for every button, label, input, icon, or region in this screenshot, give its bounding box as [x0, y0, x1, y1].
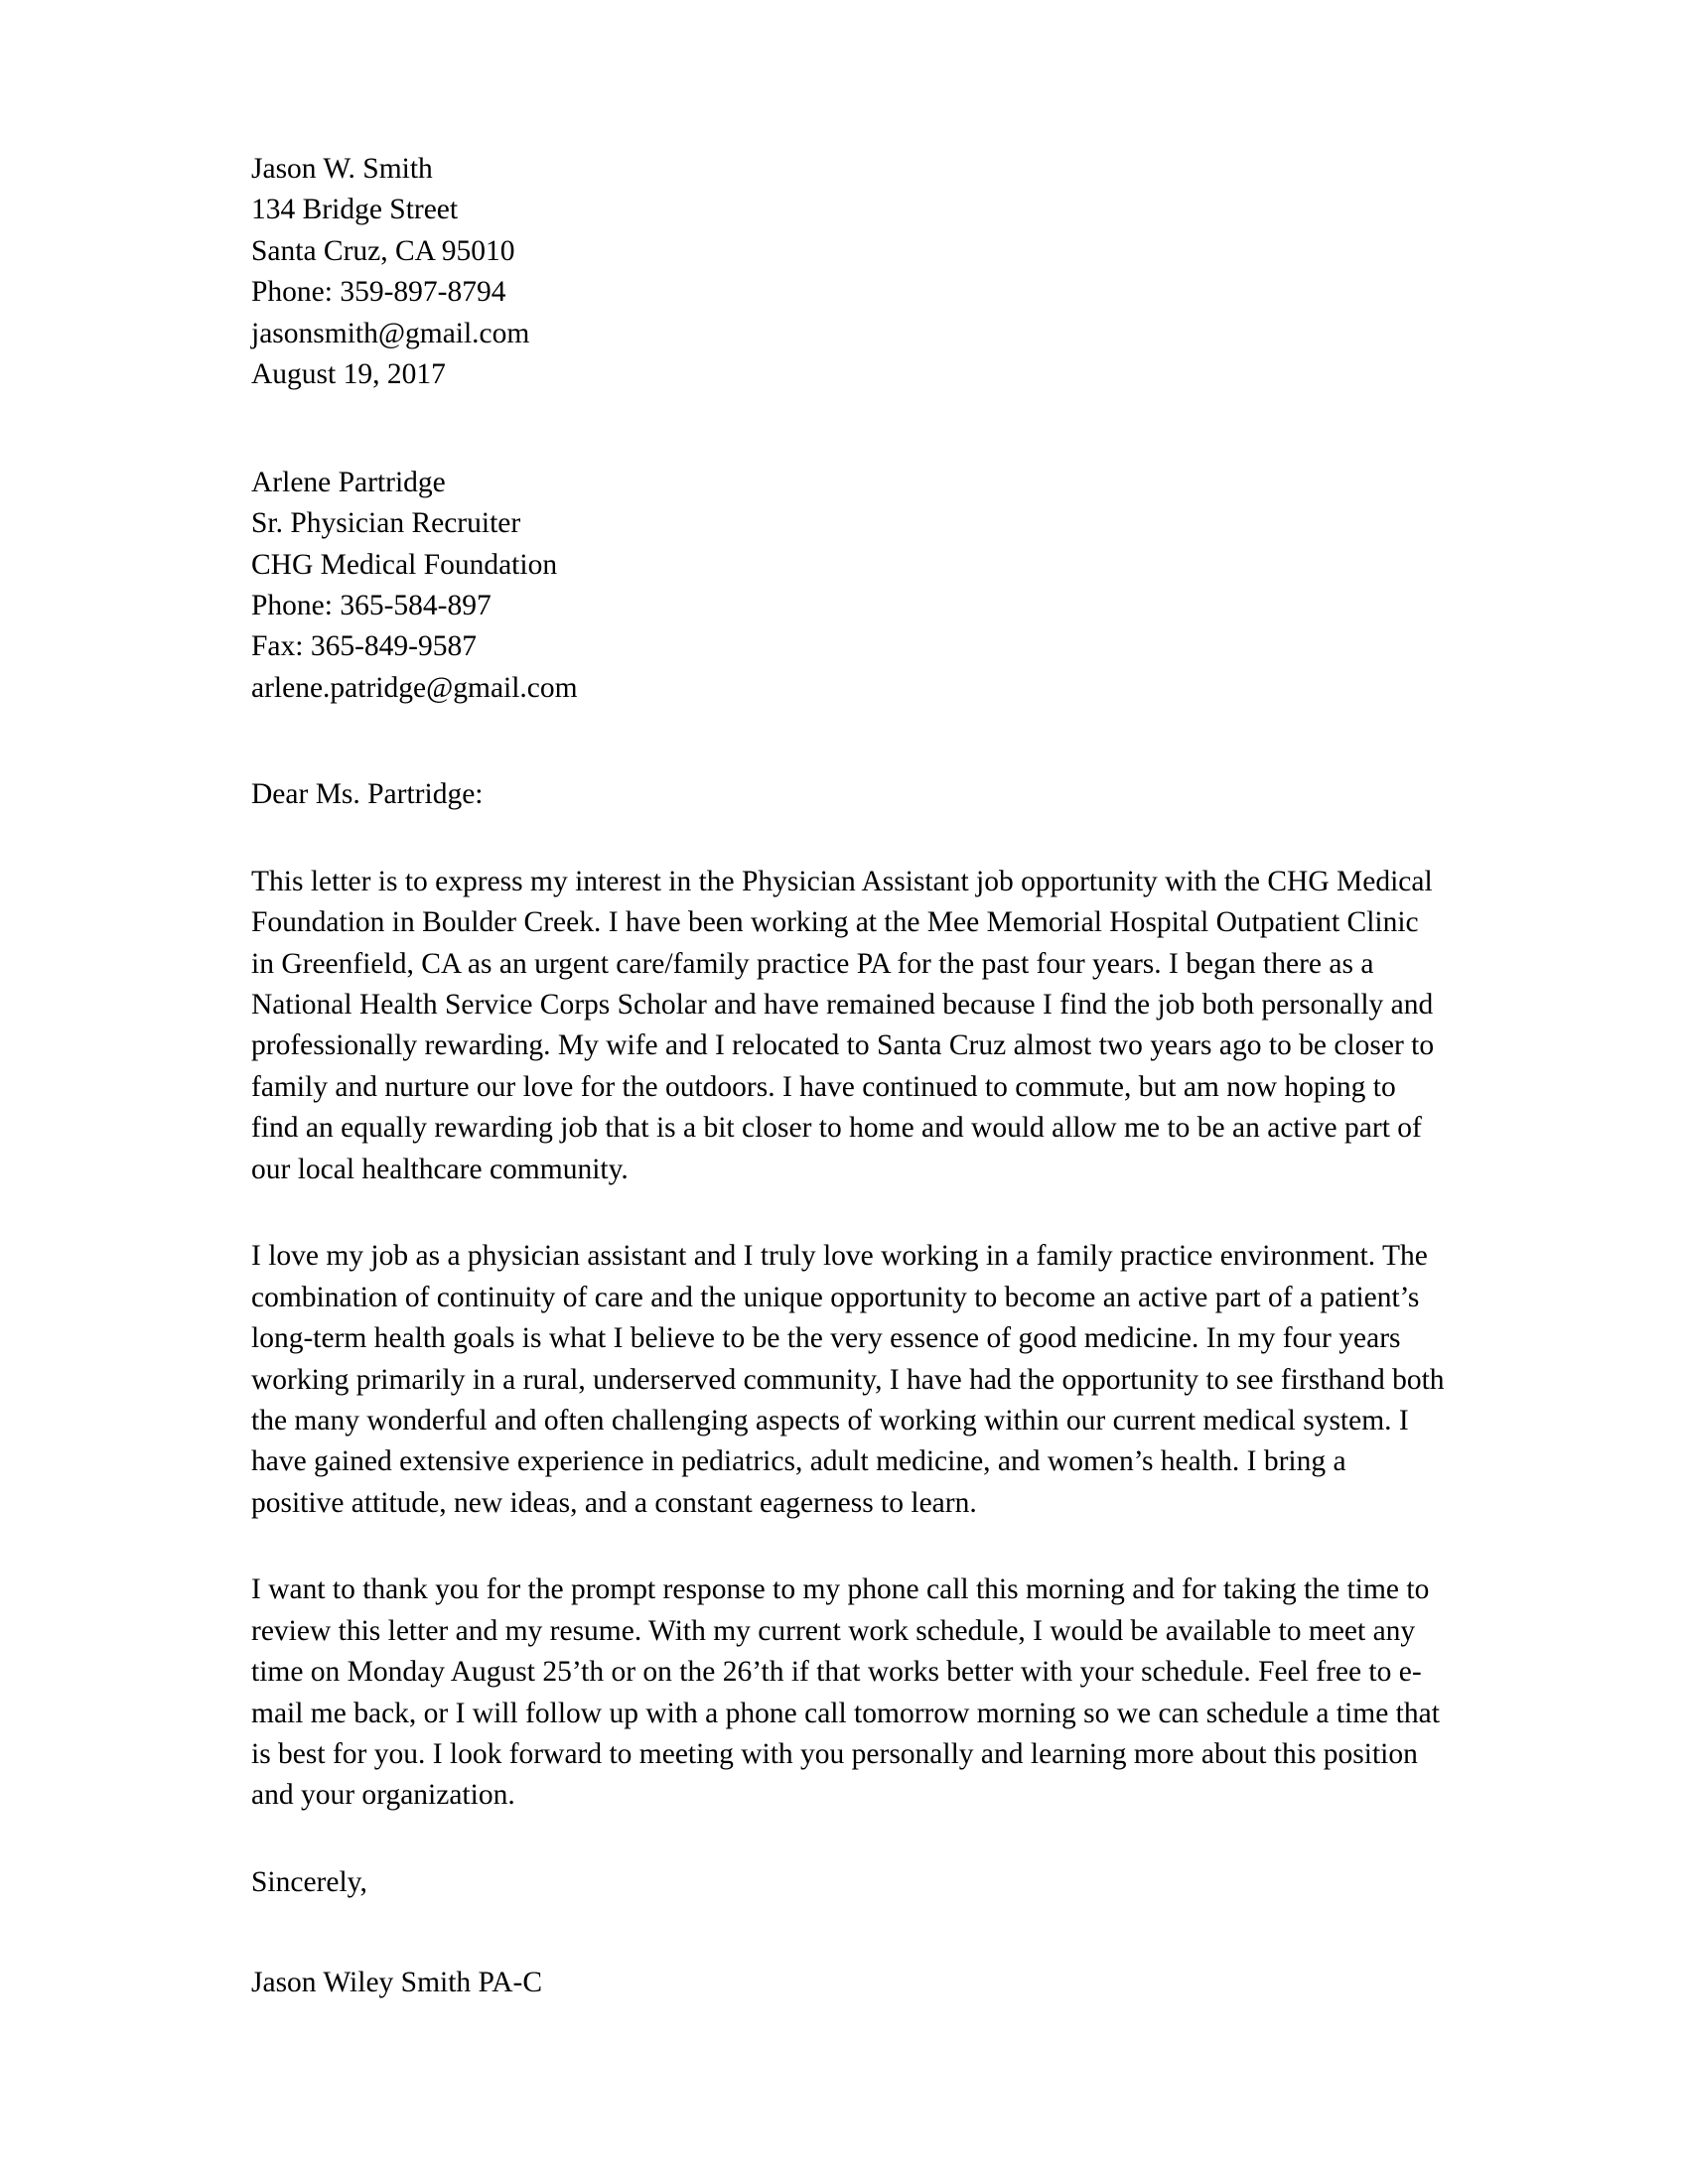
spacer	[251, 709, 1445, 774]
sender-address-block	[251, 149, 1445, 396]
body-paragraph-1: This letter is to express my interest in the Physician Assistant job opportunity with the CHG Medical Foundation in Boulder Creek. I have been working at the Mee Memorial Hospital Outpatient Clinic in Greenfield, CA as an urgent care/family practice PA for the past four years. I began there as a National Health Service Corps Scholar and have remained because I find the job both personally and professionally rewarding. My wife and I relocated to Santa Cruz almost two years ago to be closer to family and nurture our love for the outdoors. I have continued to commute, but am now hoping to find an equally rewarding job that is a bit closer to home and would allow me to be an active part of our local healthcare community.	[251, 865, 1435, 1185]
sender-email: jasonsmith@gmail.com	[251, 317, 530, 349]
sender-phone: Phone: 359-897-8794	[251, 276, 506, 309]
spacer	[251, 816, 1445, 862]
recipient-fax: Fax: 365-849-9587	[251, 630, 477, 663]
sender-name: Jason W. Smith	[251, 153, 433, 185]
recipient-phone: Phone: 365-584-897	[251, 589, 492, 621]
spacer	[251, 1190, 1445, 1236]
recipient-name: Arlene Partridge	[251, 466, 446, 498]
spacer	[251, 396, 1445, 463]
recipient-organization: CHG Medical Foundation	[251, 548, 558, 581]
body-paragraph-3: I want to thank you for the prompt response to my phone call this morning and for taking the time to review this letter and my resume. With my current work schedule, I would be available to meet any time on Monday August 25’th or on the 26’th if that works better with your schedule. Feel free to e-mail me back, or I will follow up with a phone call tomorrow morning so we can schedule a time that is best for you. I look forward to meeting with you personally and learning more about this position and your organization.	[251, 1573, 1440, 1812]
letter-body	[243, 149, 1445, 2004]
signature-name: Jason Wiley Smith PA-C	[251, 1967, 543, 1999]
sender-city-state-zip: Santa Cruz, CA 95010	[251, 234, 515, 267]
sender-street: 134 Bridge Street	[251, 194, 459, 226]
closing-line: Sincerely,	[251, 1865, 367, 1898]
body-paragraph-2: I love my job as a physician assistant and I truly love working in a family practice environment. The combination of continuity of care and the unique opportunity to become an active part of a patient’s long-term health goals is what I believe to be the very essence of good medicine. In my four years working primarily in a rural, underserved community, I have had the opportunity to see firsthand both the many wonderful and often challenging aspects of working within our current medical system. I have gained extensive experience in pediatrics, adult medicine, and women’s health. I bring a positive attitude, new ideas, and a constant eagerness to learn.	[251, 1240, 1445, 1519]
letter-date: August 19, 2017	[251, 358, 446, 391]
recipient-title: Sr. Physician Recruiter	[251, 507, 521, 540]
spacer	[251, 1903, 1445, 1963]
recipient-address-block	[251, 463, 1445, 710]
salutation: Dear Ms. Partridge:	[251, 778, 484, 811]
recipient-email: arlene.patridge@gmail.com	[251, 671, 578, 704]
spacer	[251, 1817, 1445, 1862]
spacer	[251, 1524, 1445, 1570]
